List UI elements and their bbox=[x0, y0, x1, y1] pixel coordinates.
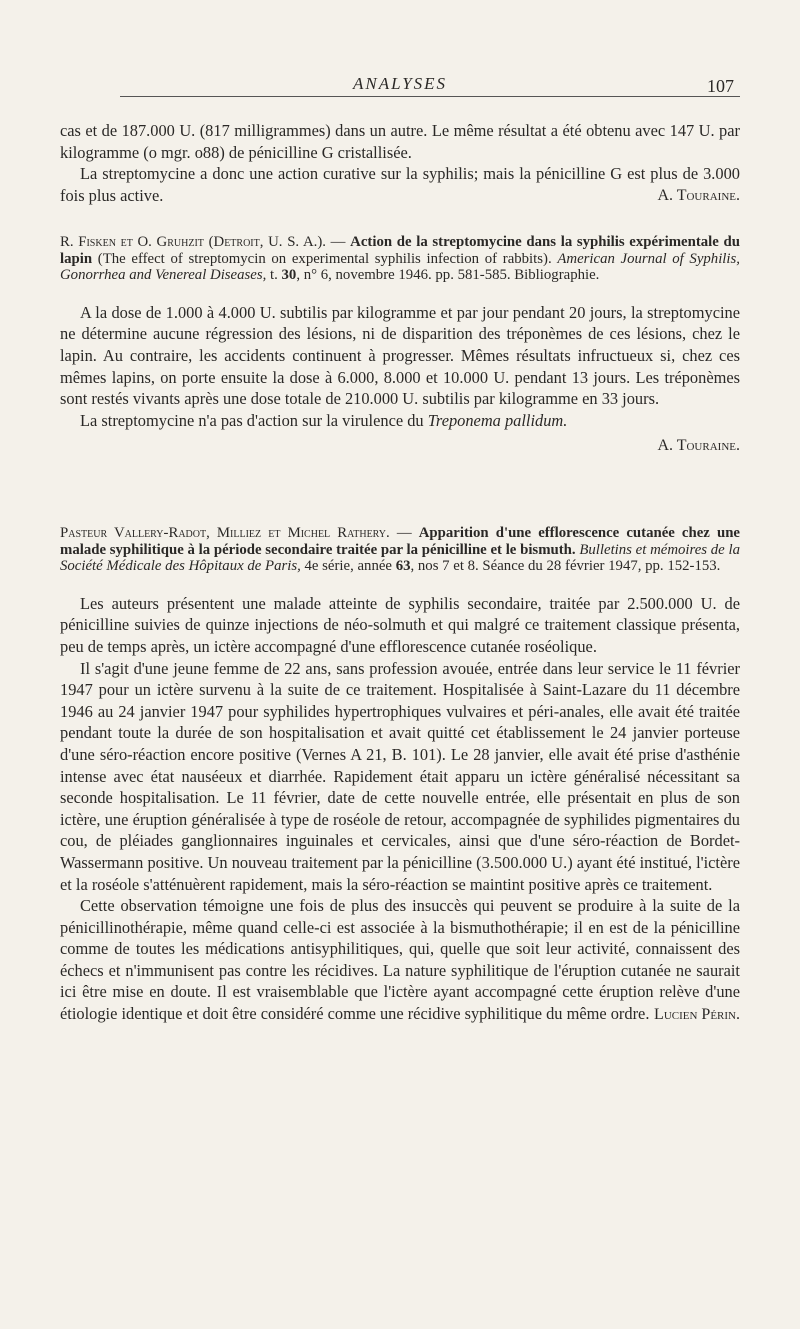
continuation-paragraph: cas et de 187.000 U. (817 milligrammes) dans un autre. Le même résultat a été obtenu avec 147 U. par kilogramme (o mgr. o88) de pénicilline G cristallisée. bbox=[60, 121, 740, 162]
dash: — bbox=[326, 234, 351, 250]
volume-prefix: t. bbox=[266, 267, 282, 284]
article-title: Action de la streptomycine dans la syphilis expérimentale du lapin bbox=[60, 234, 740, 267]
dash: — bbox=[389, 525, 419, 541]
series: 4e série, année bbox=[300, 558, 396, 575]
signature: A. Touraine. bbox=[657, 437, 740, 455]
conclusion-paragraph: La streptomycine a donc une action curative sur la syphilis; mais la pénicilline G est plus de 3.000 fois plus active. bbox=[60, 164, 740, 205]
header-rule bbox=[120, 96, 740, 97]
journal-name: Bulletins et mémoires de la Société Médicale des Hôpitaux de Paris, bbox=[60, 541, 740, 575]
signature-name: Lucien Périn. bbox=[654, 1005, 740, 1023]
article-title: Apparition d'une efflorescence cutanée chez une malade syphilitique à la période secondaire traitée par la pénicilline et le bismuth. bbox=[60, 525, 740, 558]
volume-number: 30 bbox=[281, 267, 297, 284]
species-name: Treponema pallidum. bbox=[427, 410, 568, 430]
citation-details: , n° 6, novembre 1946. pp. 581-585. Bibliographie. bbox=[296, 267, 600, 284]
article-fisken bbox=[60, 234, 740, 457]
article-conclusion bbox=[60, 410, 740, 432]
page-number: 107 bbox=[707, 76, 734, 96]
article-vallery-radot bbox=[60, 525, 740, 1025]
page-header bbox=[0, 74, 800, 98]
journal-name: American Journal of Syphilis, Gonorrhea and Venereal Diseases, bbox=[60, 250, 740, 284]
running-head: ANALYSES bbox=[352, 74, 448, 93]
article-authors: Pasteur Vallery-Radot, Milliez et Michel Rathery. bbox=[60, 525, 390, 541]
case-description-paragraph: Il s'agit d'une jeune femme de 22 ans, sans profession avouée, entrée dans leur service le 11 février 1947 pour un ictère survenu à la suite de ce traitement. Hospitalisée à Saint-Lazare du 11 décembre 1946 au 24 janvier 1947 pour syphilides hypertrophiques vulvaires et péri-anales, elle avait été traitée pendant toute la durée de son hospitalisation et avait quitté cet établissement le 24 janvier porteuse d'une séro-réaction encore positive (Vernes A 21, B. 101). Le 28 janvier, elle avait été prise d'asthénie intense avec état nauséeux et diarrhée. Rapidement était apparu un ictère généralisé nécessitant sa seconde hospitalisation. Le 11 février, date de cette nouvelle entrée, elle présentait en plus de son ictère, une éruption généralisée à type de roséole de retour, accompagnée de syphilides pigmentaires du cou, de pléiades ganglionnaires inguinales et cervicales, ainsi que d'une séro-réaction de Bordet-Wassermann positive. Un nouveau traitement par la pénicilline (3.500.000 U.) ayant été institué, l'ictère et la roséole s'atténuèrent rapidement, mais la séro-réaction se maintint positive après ce traitement. bbox=[60, 658, 740, 894]
article-body-paragraph: Les auteurs présentent une malade atteinte de syphilis secondaire, traitée par 2.500.000 U. de pénicilline suivies de quinze injections de néo-solmuth et qui malgré ce traitement classique présenta, peu de temps après, un ictère accompagné d'une efflorescence cutanée roséolique. bbox=[60, 593, 740, 656]
original-title: (The effect of streptomycin on experimental syphilis infection of rabbits). bbox=[92, 250, 558, 267]
signature: A. Touraine. bbox=[657, 187, 740, 205]
conclusion-text: La streptomycine n'a pas d'action sur la virulence du bbox=[80, 410, 428, 430]
article-reference bbox=[60, 525, 740, 575]
citation-details: , nos 7 et 8. Séance du 28 février 1947, pp. 152-153. bbox=[410, 558, 721, 575]
article-body-paragraph: A la dose de 1.000 à 4.000 U. subtilis par kilogramme et par jour pendant 20 jours, la streptomycine ne détermine aucune régression des lésions, ni de disparition des tréponèmes de ces lésions, chez le lapin. Au contraire, les accidents continuent à progresser. Mêmes résultats infructueux si, chez ces mêmes lapins, on porte ensuite la dose à 6.000, 8.000 et 10.000 U. pendant 13 jours. Les tréponèmes sont restés vivants après une dose totale de 210.000 U. subtilis par kilogramme en 33 jours. bbox=[60, 302, 740, 409]
volume-year: 63 bbox=[395, 558, 411, 575]
continuation-block bbox=[60, 120, 740, 207]
discussion-paragraph: Cette observation témoigne une fois de plus des insuccès qui peuvent se produire à la suite de la pénicillinothérapie, même quand celle-ci est associée à la bismuthothérapie; il en est de la pénicilline comme de toutes les médications antisyphilitiques, qui, quelle que soit leur activité, connaissent des échecs et n'immunisent pas contre les récidives. La nature syphilitique de l'éruption cutanée ne saurait ici être mise en doute. Il est vraisemblable que l'ictère ayant accompagné cette éruption relève d'une étiologie identique et doit être considéré comme une récidive syphilitique du même ordre. bbox=[60, 896, 740, 1024]
article-authors: R. Fisken et O. Gruhzit (Detroit, U. S. A.). bbox=[60, 234, 326, 250]
article-reference bbox=[60, 234, 740, 284]
